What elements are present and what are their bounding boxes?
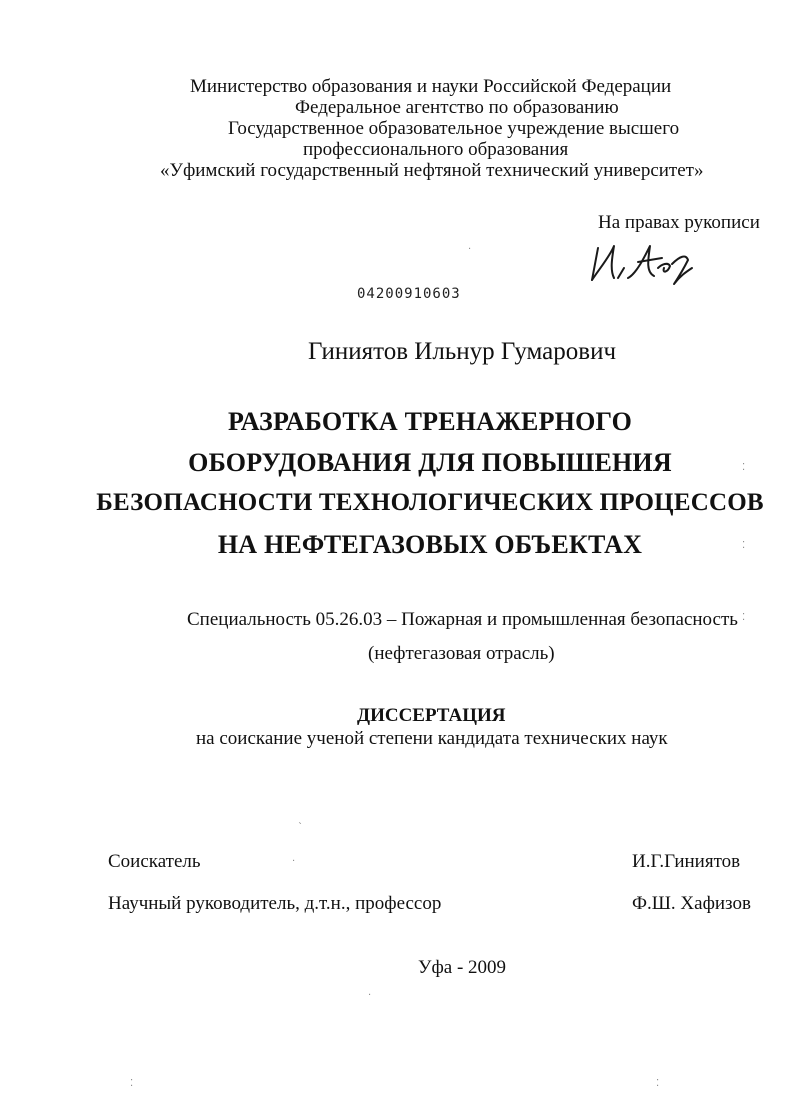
supervisor-label: Научный руководитель, д.т.н., профессор [108,893,442,914]
scan-speck: ⁚ [656,1078,660,1089]
header-education: профессионального образования [303,139,569,160]
header-university: «Уфимский государственный нефтяной технический университет» [160,160,704,181]
author-name: Гиниятов Ильнур Гумарович [308,338,617,365]
document-type-subtitle: на соискание ученой степени кандидата технических наук [196,728,668,749]
manuscript-note: На правах рукописи [598,212,760,233]
document-type-heading: ДИССЕРТАЦИЯ [357,705,506,726]
scan-speck: ⁚ [742,462,746,473]
header-ministry: Министерство образования и науки Российской Федерации [190,76,672,97]
applicant-label: Соискатель [108,851,201,872]
specialty-branch: (нефтегазовая отрасль) [368,643,555,664]
scan-speck: · [368,990,372,1001]
place-year: Уфа - 2009 [418,957,507,978]
scan-speck: · [468,244,472,255]
title-line-3: БЕЗОПАСНОСТИ ТЕХНОЛОГИЧЕСКИХ ПРОЦЕССОВ [96,489,764,516]
title-line-2: ОБОРУДОВАНИЯ ДЛЯ ПОВЫШЕНИЯ [188,448,672,477]
applicant-name: И.Г.Гиниятов [632,851,741,872]
header-institution: Государственное образовательное учреждение высшего [228,118,680,139]
title-line-4: НА НЕФТЕГАЗОВЫХ ОБЪЕКТАХ [217,530,643,559]
header-agency: Федеральное агентство по образованию [295,97,619,118]
scan-speck: ⁚ [742,612,746,623]
scan-speck: · [292,856,296,867]
scan-speck: ⁚ [742,540,746,551]
specialty-line: Специальность 05.26.03 – Пожарная и промышленная безопасность [187,609,738,630]
title-line-1: РАЗРАБОТКА ТРЕНАЖЕРНОГО [227,407,633,436]
scan-speck: ⁚ [130,1078,134,1089]
supervisor-name: Ф.Ш. Хафизов [632,893,751,914]
registration-number: 04200910603 [357,286,461,302]
handwritten-signature [588,238,698,288]
scan-speck: ` [298,822,303,833]
